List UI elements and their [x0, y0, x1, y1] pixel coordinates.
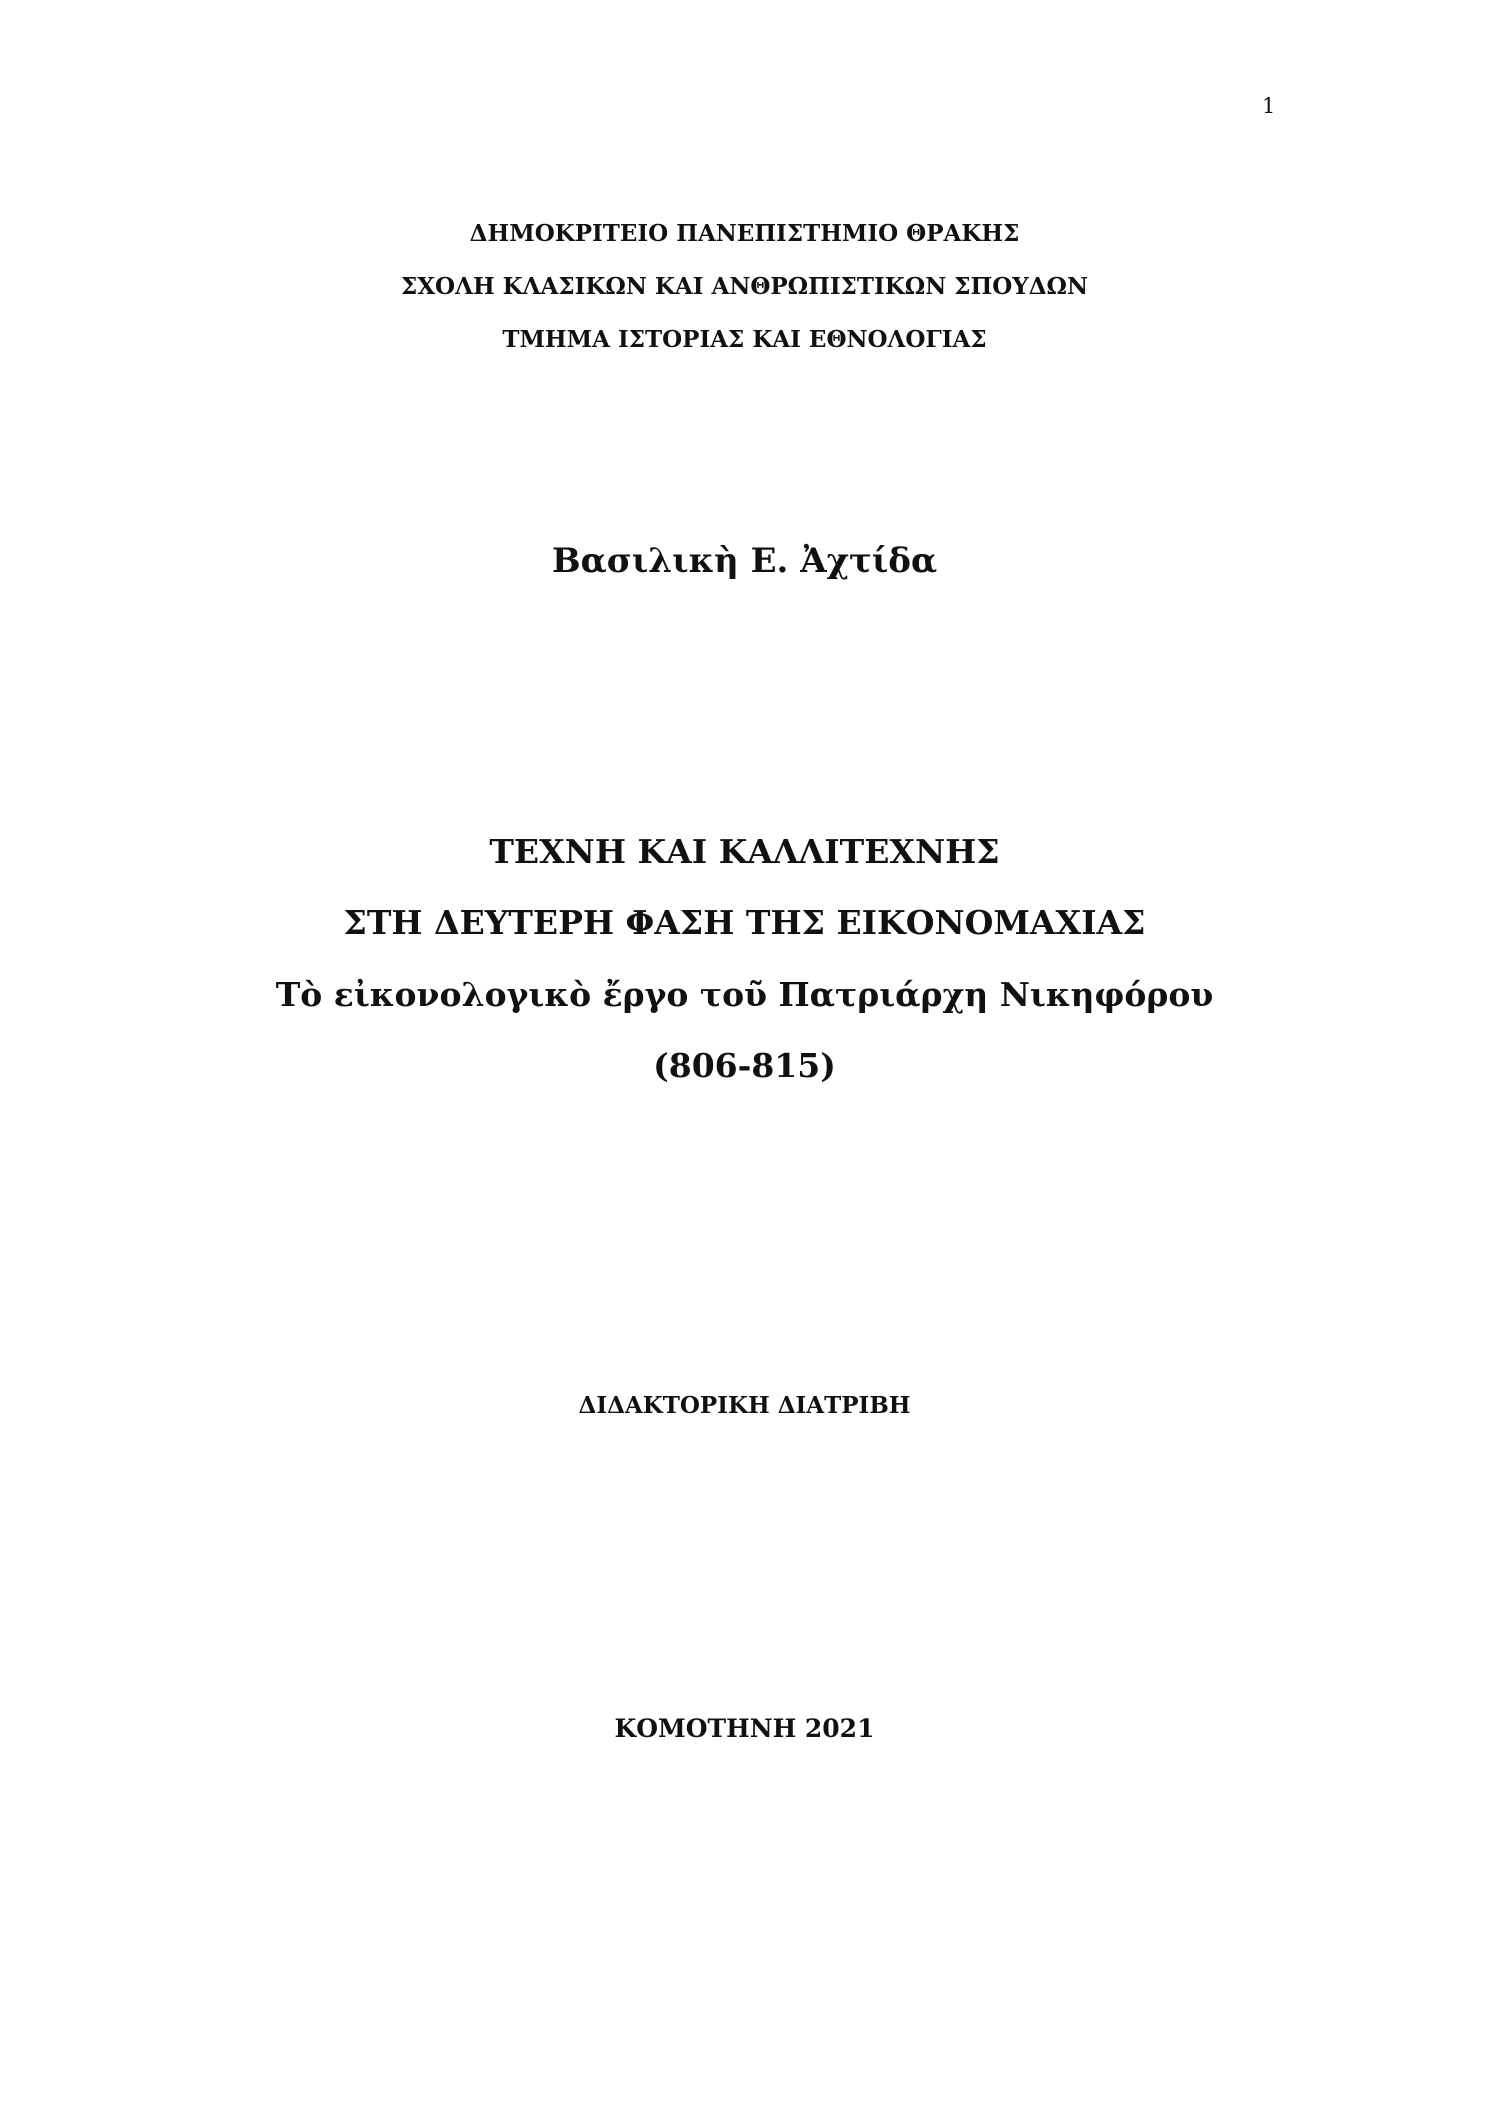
page-number: 1	[1262, 94, 1276, 118]
date-range: (806-815)	[653, 1046, 836, 1085]
document-type: ΔΙΔΑΚΤΟΡΙΚΗ ΔΙΑΤΡΙΒΗ	[578, 1392, 911, 1419]
author-name: Βασιλικὴ Ε. Ἀχτίδα	[551, 541, 938, 581]
department-name: ΤΜΗΜΑ ΙΣΤΟΡΙΑΣ ΚΑΙ ΕΘΝΟΛΟΓΙΑΣ	[502, 326, 987, 353]
subtitle: Τὸ εἰκονολογικὸ ἔργο τοῦ Πατριάρχη Νικηφόρου	[275, 975, 1214, 1014]
place-and-year: ΚΟΜΟΤΗΝΗ 2021	[614, 1714, 875, 1743]
title-line-1: ΤΕΧΝΗ ΚΑΙ ΚΑΛΛΙΤΕΧΝΗΣ	[489, 832, 1000, 871]
school-name: ΣΧΟΛΗ ΚΛΑΣΙΚΩΝ ΚΑΙ ΑΝΘΡΩΠΙΣΤΙΚΩΝ ΣΠΟΥΔΩΝ	[400, 273, 1089, 300]
university-name: ΔΗΜΟΚΡΙΤΕΙΟ ΠΑΝΕΠΙΣΤΗΜΙΟ ΘΡΑΚΗΣ	[469, 220, 1020, 247]
title-line-2: ΣΤΗ ΔΕΥΤΕΡΗ ΦΑΣΗ ΤΗΣ ΕΙΚΟΝΟΜΑΧΙΑΣ	[343, 903, 1146, 942]
